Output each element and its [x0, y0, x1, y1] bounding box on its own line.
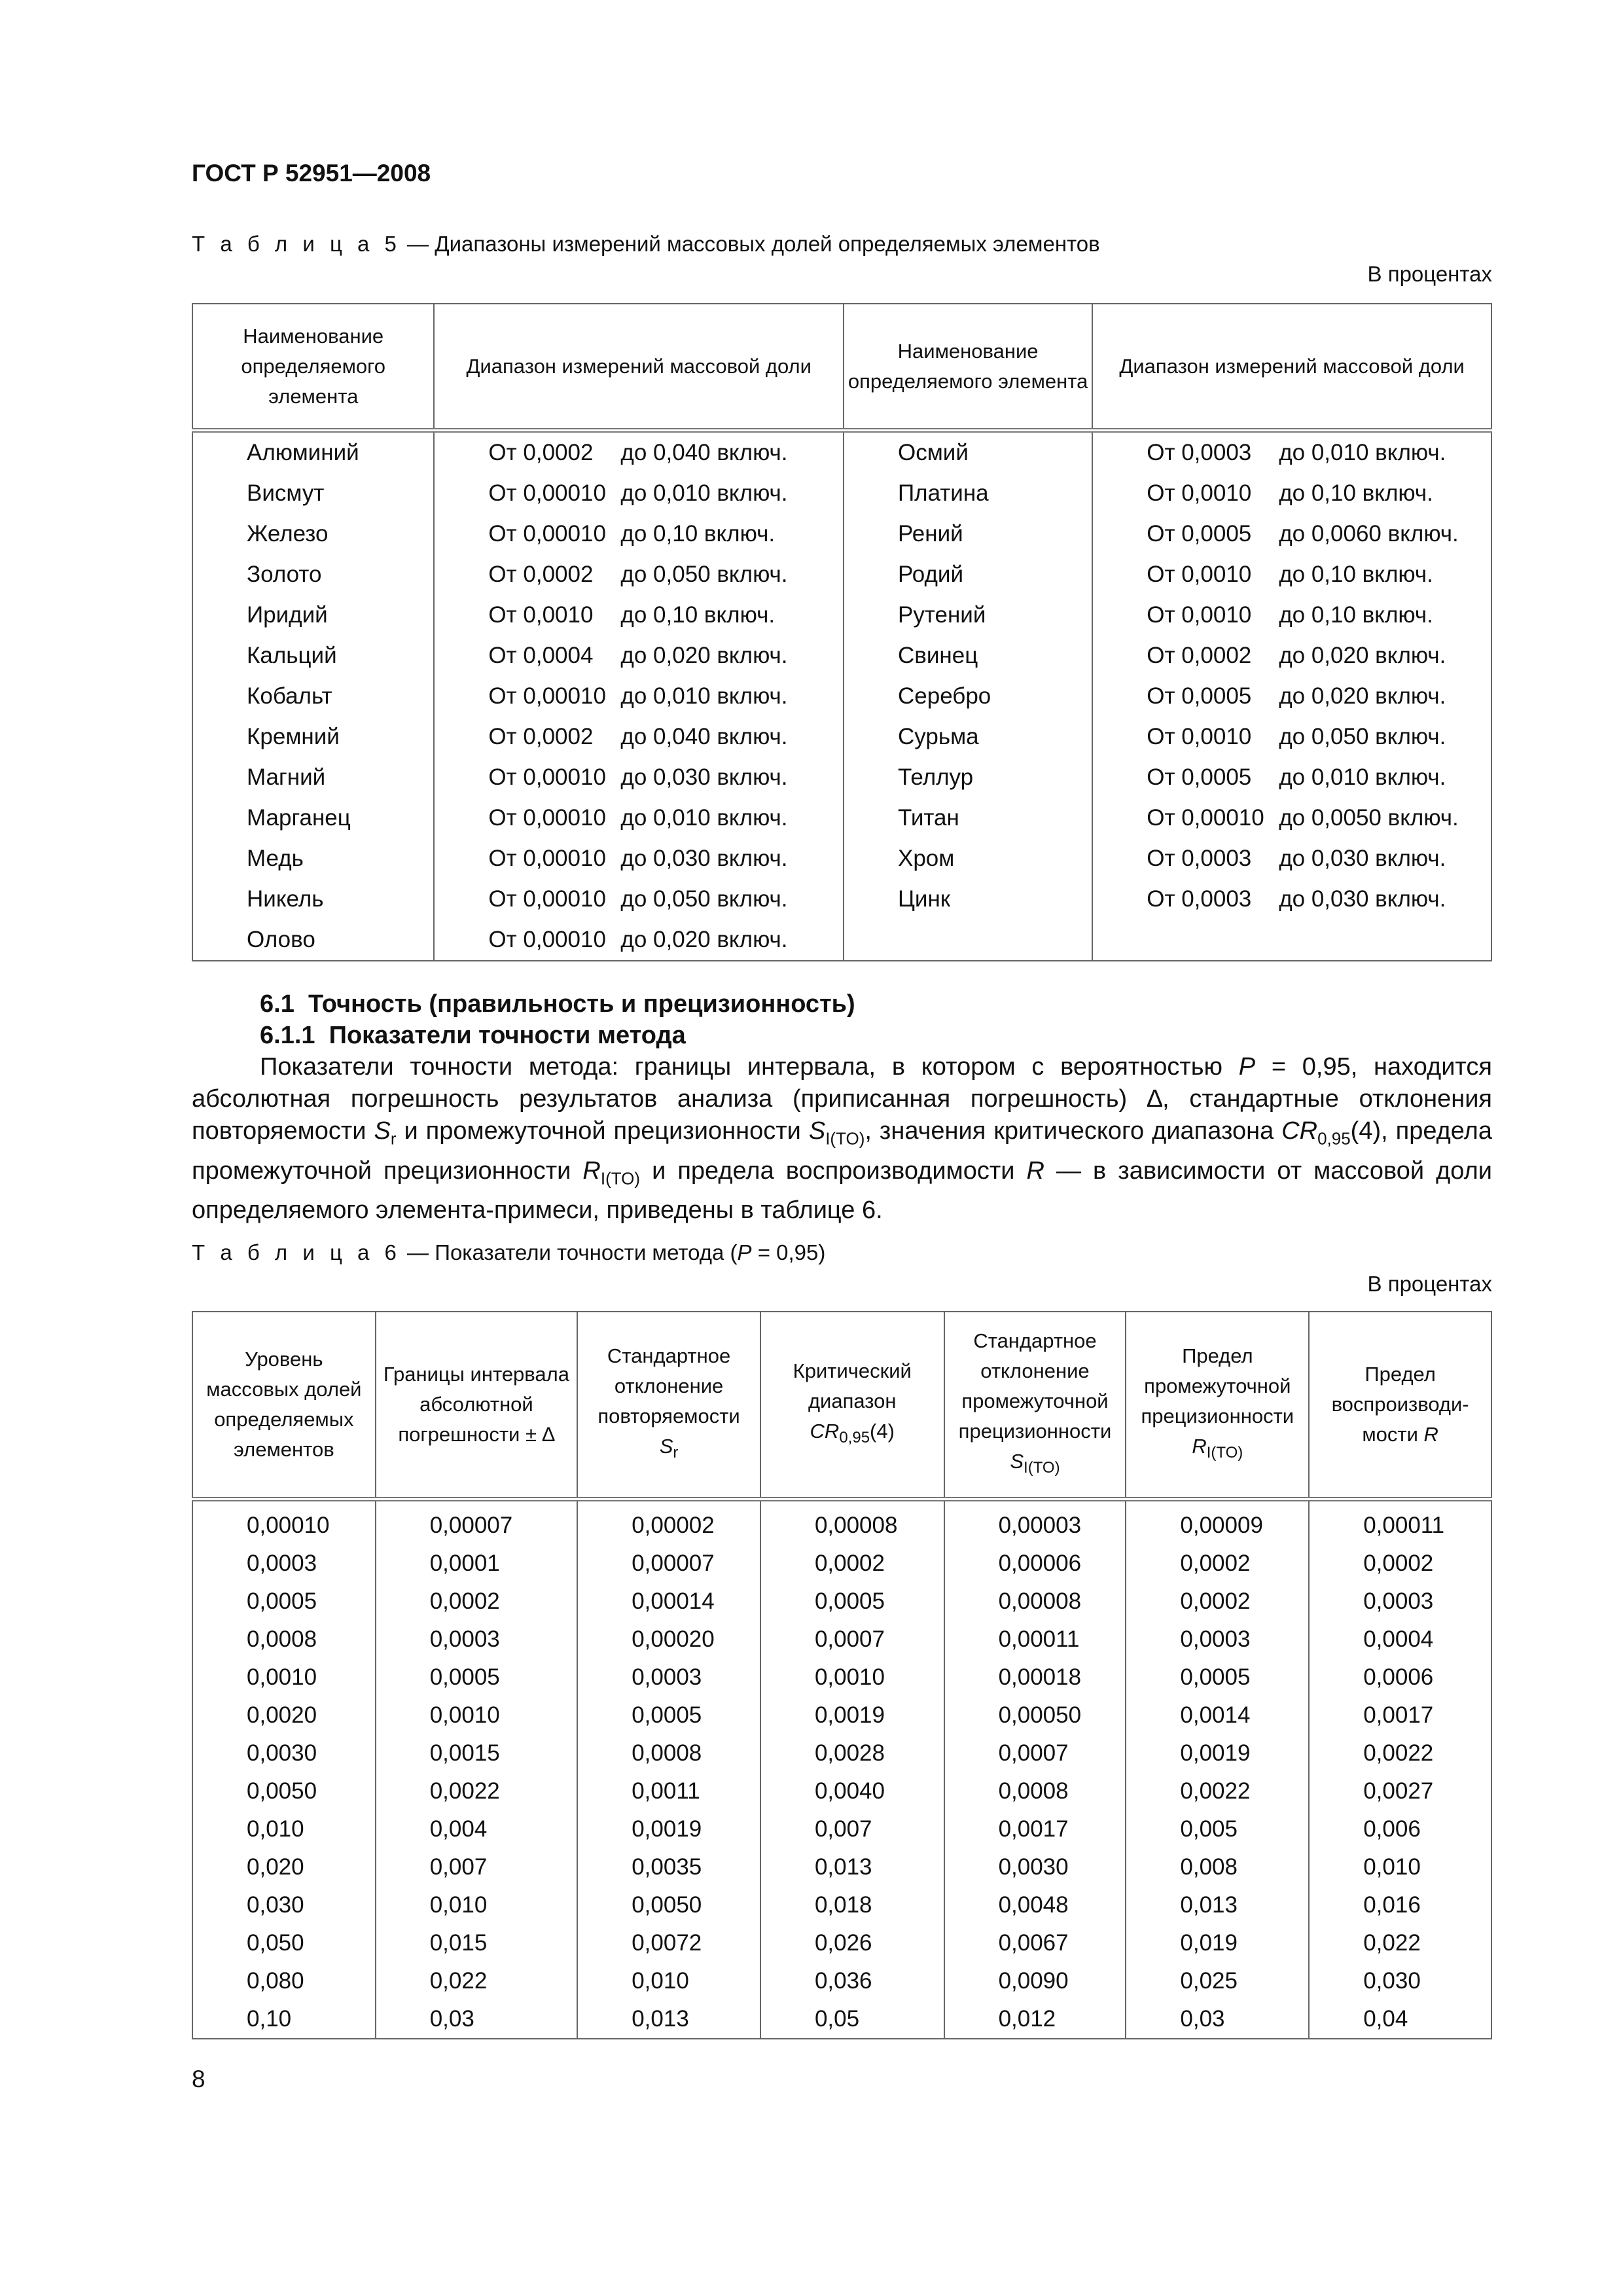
table6-row — [192, 1499, 1491, 1545]
table5-range — [1092, 920, 1491, 961]
table6-cell: 0,0017 — [1309, 1696, 1491, 1734]
table6-cell: 0,0002 — [376, 1583, 577, 1621]
table6-cell: 0,03 — [1126, 2000, 1309, 2039]
table6-cell: 0,0011 — [577, 1772, 760, 1810]
range-from: От 0,00010 — [488, 480, 606, 506]
table6-cell: 0,010 — [1309, 1848, 1491, 1886]
table5-range — [1092, 636, 1491, 676]
range-from: От 0,00010 — [1147, 805, 1264, 831]
table6-cell: 0,00007 — [577, 1545, 760, 1583]
table5-range — [1092, 838, 1491, 879]
table6-cell: 0,007 — [760, 1810, 944, 1848]
table5-caption-text: — Диапазоны измерений массовых долей определяемых элементов — [401, 232, 1100, 256]
range-to: до 0,0050 включ. — [1279, 805, 1459, 831]
table6-cell: 0,080 — [192, 1962, 376, 2000]
table6-cell: 0,022 — [1309, 1924, 1491, 1962]
range-from: От 0,0002 — [1147, 643, 1252, 668]
table6-row — [192, 1810, 1491, 1848]
table6-cell: 0,00006 — [944, 1545, 1126, 1583]
table5-element-name: Медь — [192, 838, 434, 879]
page-number: 8 — [192, 2066, 205, 2092]
table5-range — [1092, 879, 1491, 920]
table6-cell: 0,00020 — [577, 1621, 760, 1659]
table5-row — [192, 473, 1491, 514]
table6-cell: 0,050 — [192, 1924, 376, 1962]
table6-cell: 0,008 — [1126, 1848, 1309, 1886]
table5-element-name: Рутений — [844, 595, 1092, 636]
table5-element-name: Свинец — [844, 636, 1092, 676]
table6-row — [192, 1696, 1491, 1734]
table6-cell: 0,0003 — [1309, 1583, 1491, 1621]
table6-cell: 0,0007 — [760, 1621, 944, 1659]
table5-body — [192, 431, 1491, 961]
table6-cell: 0,030 — [1309, 1962, 1491, 2000]
table6-cell: 0,0067 — [944, 1924, 1126, 1962]
table6-cell: 0,0027 — [1309, 1772, 1491, 1810]
range-to: до 0,020 включ. — [1279, 643, 1446, 668]
table6-row — [192, 1545, 1491, 1583]
table5-range — [434, 676, 844, 717]
table5-range — [434, 473, 844, 514]
range-from: От 0,0005 — [1147, 521, 1252, 547]
table6-cell: 0,0002 — [1126, 1545, 1309, 1583]
table6-cell: 0,022 — [376, 1962, 577, 2000]
table6-cell: 0,019 — [1126, 1924, 1309, 1962]
table5-range — [434, 879, 844, 920]
table6-cell: 0,004 — [376, 1810, 577, 1848]
table6-cell: 0,0020 — [192, 1696, 376, 1734]
table6-cell: 0,0035 — [577, 1848, 760, 1886]
range-from: От 0,00010 — [488, 927, 606, 952]
table6-cell: 0,018 — [760, 1886, 944, 1924]
table5-row — [192, 676, 1491, 717]
table5-range — [434, 636, 844, 676]
table5-element-name: Алюминий — [192, 431, 434, 474]
table6-cell: 0,0090 — [944, 1962, 1126, 2000]
table6-cell: 0,05 — [760, 2000, 944, 2039]
table6-header-r: Предел воспроизводи- мости R — [1309, 1312, 1491, 1499]
range-to: до 0,010 включ. — [1279, 764, 1446, 790]
table5-row — [192, 838, 1491, 879]
table6-cell: 0,0050 — [577, 1886, 760, 1924]
table6-cell: 0,0008 — [577, 1734, 760, 1772]
table6-cell: 0,00011 — [1309, 1499, 1491, 1545]
table5-element-name: Иридий — [192, 595, 434, 636]
table6-cell: 0,0019 — [577, 1810, 760, 1848]
table6-cell: 0,10 — [192, 2000, 376, 2039]
table5-row — [192, 920, 1491, 961]
table6-row — [192, 1734, 1491, 1772]
table6-cell: 0,0017 — [944, 1810, 1126, 1848]
range-to: до 0,040 включ. — [620, 724, 788, 749]
table5-range — [434, 595, 844, 636]
range-from: От 0,00010 — [488, 683, 606, 709]
table6-cell: 0,00010 — [192, 1499, 376, 1545]
table5-range — [434, 431, 844, 474]
table6-cell: 0,03 — [376, 2000, 577, 2039]
table5-row — [192, 514, 1491, 554]
table5-element-name: Теллур — [844, 757, 1092, 798]
range-to: до 0,030 включ. — [1279, 886, 1446, 912]
table5-header-range-right: Диапазон измерений массовой доли — [1092, 304, 1491, 431]
table5-element-name: Кобальт — [192, 676, 434, 717]
table5-range — [434, 514, 844, 554]
section-6-1 — [192, 988, 1492, 1227]
table6-cell: 0,0003 — [376, 1621, 577, 1659]
table5-row — [192, 798, 1491, 838]
table6-header-cr: Критический диапазон $CR_{0,95}(4)$ — [760, 1312, 944, 1499]
table6-cell: 0,0022 — [376, 1772, 577, 1810]
range-from: От 0,0002 — [488, 724, 594, 749]
table6-cell: 0,0006 — [1309, 1659, 1491, 1696]
table5-element-name: Олово — [192, 920, 434, 961]
table6-cell: 0,0008 — [192, 1621, 376, 1659]
table5-range — [1092, 798, 1491, 838]
table6-caption-text-end: = 0,95) — [751, 1240, 826, 1265]
range-to: до 0,10 включ. — [620, 521, 776, 547]
table5-element-name: Кремний — [192, 717, 434, 757]
range-to: до 0,020 включ. — [1279, 683, 1446, 709]
table6-cell: 0,030 — [192, 1886, 376, 1924]
table6-row — [192, 1659, 1491, 1696]
table5-element-name: Хром — [844, 838, 1092, 879]
table6-cell: 0,0030 — [192, 1734, 376, 1772]
table6-cell: 0,00018 — [944, 1659, 1126, 1696]
table6-cell: 0,0005 — [760, 1583, 944, 1621]
table6-cell: 0,0005 — [577, 1696, 760, 1734]
heading-number: 6.1 — [260, 990, 294, 1018]
table5-element-name: Железо — [192, 514, 434, 554]
table5-row — [192, 554, 1491, 595]
range-from: От 0,00010 — [488, 846, 606, 871]
range-to: до 0,010 включ. — [620, 480, 788, 506]
table5-element-name: Висмут — [192, 473, 434, 514]
table6-cell: 0,0050 — [192, 1772, 376, 1810]
section-heading-6-1-1 — [192, 1020, 1492, 1051]
range-from: От 0,00010 — [488, 521, 606, 547]
range-to: до 0,030 включ. — [620, 846, 788, 871]
table5-range — [1092, 514, 1491, 554]
table6-cell: 0,006 — [1309, 1810, 1491, 1848]
range-to: до 0,10 включ. — [620, 602, 776, 628]
table5-units: В процентах — [1367, 262, 1492, 286]
table6-cell: 0,00003 — [944, 1499, 1126, 1545]
table5-range — [1092, 595, 1491, 636]
table5-element-name: Цинк — [844, 879, 1092, 920]
table6-cell: 0,0010 — [760, 1659, 944, 1696]
table6-cell: 0,013 — [760, 1848, 944, 1886]
table5-range — [1092, 676, 1491, 717]
range-to: до 0,050 включ. — [620, 562, 788, 587]
table5-row — [192, 431, 1491, 474]
table5-caption — [192, 232, 1100, 257]
table5-element-name: Никель — [192, 879, 434, 920]
table5-element-name: Титан — [844, 798, 1092, 838]
table5-row — [192, 636, 1491, 676]
table6-header-level: Уровень массовых долей определяемых элементов — [192, 1312, 376, 1499]
table5-header-name-left: Наименование определяемого элемента — [192, 304, 434, 431]
table6-cell: 0,0028 — [760, 1734, 944, 1772]
table6-cell: 0,026 — [760, 1924, 944, 1962]
range-from: От 0,00010 — [488, 764, 606, 790]
table6-cell: 0,00014 — [577, 1583, 760, 1621]
range-from: От 0,0005 — [1147, 764, 1252, 790]
document-id: ГОСТ Р 52951—2008 — [192, 160, 431, 187]
table6-row — [192, 2000, 1491, 2039]
heading-text: Точность (правильность и прецизионность) — [308, 990, 855, 1018]
table6-cell: 0,0022 — [1126, 1772, 1309, 1810]
table6-header-delta: Границы интервала абсолютной погрешности ± ∆ — [376, 1312, 577, 1499]
table6-cell: 0,0072 — [577, 1924, 760, 1962]
table6-cell: 0,0004 — [1309, 1621, 1491, 1659]
table6-cell: 0,012 — [944, 2000, 1126, 2039]
table6-cell: 0,0040 — [760, 1772, 944, 1810]
range-from: От 0,0010 — [1147, 480, 1252, 506]
table5-element-name: Кальций — [192, 636, 434, 676]
table5-element-name: Магний — [192, 757, 434, 798]
range-from: От 0,0004 — [488, 643, 594, 668]
table5-range — [434, 920, 844, 961]
table5-range — [1092, 473, 1491, 514]
table6-row — [192, 1621, 1491, 1659]
table5-row — [192, 717, 1491, 757]
table6-cell: 0,0005 — [1126, 1659, 1309, 1696]
table6-cell: 0,0019 — [760, 1696, 944, 1734]
range-to: до 0,10 включ. — [1279, 602, 1433, 628]
table6-header-rito: Предел промежуточной прецизионности $R_{I(TO)}$ — [1126, 1312, 1309, 1499]
table6-cell: 0,00009 — [1126, 1499, 1309, 1545]
table6-caption-label: Т а б л и ц а 6 — [192, 1240, 401, 1265]
table6-caption — [192, 1240, 825, 1265]
heading-text: Показатели точности метода — [329, 1022, 686, 1049]
table6-cell: 0,0014 — [1126, 1696, 1309, 1734]
table6-cell: 0,00002 — [577, 1499, 760, 1545]
table6-cell: 0,0007 — [944, 1734, 1126, 1772]
table6-cell: 0,036 — [760, 1962, 944, 2000]
table6-cell: 0,0001 — [376, 1545, 577, 1583]
table6-cell: 0,0019 — [1126, 1734, 1309, 1772]
range-to: до 0,050 включ. — [1279, 724, 1446, 749]
table5-header-range-left: Диапазон измерений массовой доли — [434, 304, 844, 431]
table6-cell: 0,00008 — [944, 1583, 1126, 1621]
table6-cell: 0,0003 — [1126, 1621, 1309, 1659]
table5-element-name: Рений — [844, 514, 1092, 554]
table5-element-name: Сурьма — [844, 717, 1092, 757]
range-from: От 0,0002 — [488, 562, 594, 587]
table5-range — [1092, 757, 1491, 798]
range-from: От 0,0003 — [1147, 440, 1252, 465]
table5-element-name: Платина — [844, 473, 1092, 514]
table6-cell: 0,0010 — [376, 1696, 577, 1734]
range-to: до 0,030 включ. — [1279, 846, 1446, 871]
range-to: до 0,020 включ. — [620, 927, 788, 952]
table6-cell: 0,00011 — [944, 1621, 1126, 1659]
table6-cell: 0,0003 — [577, 1659, 760, 1696]
table6-caption-symbol: P — [737, 1240, 752, 1265]
table6-cell: 0,010 — [577, 1962, 760, 2000]
table5-element-name: Родий — [844, 554, 1092, 595]
range-from: От 0,0005 — [1147, 683, 1252, 709]
table6-cell: 0,0005 — [192, 1583, 376, 1621]
range-to: до 0,040 включ. — [620, 440, 788, 465]
range-to: до 0,030 включ. — [620, 764, 788, 790]
table6-cell: 0,0002 — [1309, 1545, 1491, 1583]
range-from: От 0,00010 — [488, 805, 606, 831]
range-from: От 0,0003 — [1147, 846, 1252, 871]
table5-element-name: Марганец — [192, 798, 434, 838]
table6-cell: 0,005 — [1126, 1810, 1309, 1848]
range-to: до 0,050 включ. — [620, 886, 788, 912]
table6-cell: 0,0008 — [944, 1772, 1126, 1810]
table6-caption-text: — Показатели точности метода ( — [401, 1240, 738, 1265]
table5-range — [1092, 717, 1491, 757]
table6-cell: 0,015 — [376, 1924, 577, 1962]
table6-cell: 0,04 — [1309, 2000, 1491, 2039]
table5-range — [434, 757, 844, 798]
table6-cell: 0,013 — [577, 2000, 760, 2039]
range-to: до 0,10 включ. — [1279, 480, 1433, 506]
range-to: до 0,010 включ. — [620, 683, 788, 709]
table6-cell: 0,0048 — [944, 1886, 1126, 1924]
range-from: От 0,0003 — [1147, 886, 1252, 912]
range-from: От 0,0002 — [488, 440, 594, 465]
range-to: до 0,020 включ. — [620, 643, 788, 668]
table6-cell: 0,016 — [1309, 1886, 1491, 1924]
table6-header-sr: Стандартное отклонение повторяемости $S_r$ — [577, 1312, 760, 1499]
table6-cell: 0,0015 — [376, 1734, 577, 1772]
range-from: От 0,00010 — [488, 886, 606, 912]
range-to: до 0,0060 включ. — [1279, 521, 1459, 547]
table6-cell: 0,010 — [192, 1810, 376, 1848]
table6-cell: 0,0002 — [760, 1545, 944, 1583]
table5-caption-label: Т а б л и ц а 5 — [192, 232, 401, 256]
table6-cell: 0,00008 — [760, 1499, 944, 1545]
range-from: От 0,0010 — [488, 602, 594, 628]
table6-body — [192, 1499, 1491, 2039]
table6-cell: 0,013 — [1126, 1886, 1309, 1924]
range-from: От 0,0010 — [1147, 724, 1252, 749]
table5-element-name: Золото — [192, 554, 434, 595]
table5-range — [434, 554, 844, 595]
range-to: до 0,010 включ. — [1279, 440, 1446, 465]
table6-row — [192, 1772, 1491, 1810]
table5-row — [192, 757, 1491, 798]
table6-cell: 0,007 — [376, 1848, 577, 1886]
range-to: до 0,10 включ. — [1279, 562, 1433, 587]
table6-row — [192, 1848, 1491, 1886]
table6-row — [192, 1583, 1491, 1621]
table6-cell: 0,010 — [376, 1886, 577, 1924]
table6-header-sito: Стандартное отклонение промежуточной прецизионности $S_{I(TO)}$ — [944, 1312, 1126, 1499]
table5-element-name: Осмий — [844, 431, 1092, 474]
table5-range — [1092, 431, 1491, 474]
table5-row — [192, 879, 1491, 920]
table5 — [192, 303, 1492, 961]
table5-range — [434, 838, 844, 879]
section-paragraph: Показатели точности метода: границы интервала, в котором с вероятностью P = 0,95, находится абсолютная погрешность результатов анализа (приписанная погрешность) ∆, стандартные отклонения повторяемости $S_r$ и промежуточной прецизионности $S_{I(TO)}$, значения критического диапазона $CR_{0,95}(4)$, предела промежуточной прецизионности $R_{I(TO)}$ и предела воспроизводимости R — в зависимости от массовой доли определяемого элемента-примеси, приведены в таблице 6. — [192, 1053, 1492, 1225]
table6-cell: 0,0022 — [1309, 1734, 1491, 1772]
table5-element-name — [844, 920, 1092, 961]
table6 — [192, 1311, 1492, 2039]
table6-cell: 0,0010 — [192, 1659, 376, 1696]
section-heading-6-1 — [192, 988, 1492, 1020]
table5-range — [434, 798, 844, 838]
table6-cell: 0,00007 — [376, 1499, 577, 1545]
range-from: От 0,0010 — [1147, 602, 1252, 628]
table5-range — [434, 717, 844, 757]
table6-cell: 0,0002 — [1126, 1583, 1309, 1621]
table5-row — [192, 595, 1491, 636]
table6-cell: 0,0003 — [192, 1545, 376, 1583]
table5-header-name-right: Наименование определяемого элемента — [844, 304, 1092, 431]
table6-cell: 0,00050 — [944, 1696, 1126, 1734]
table6-row — [192, 1962, 1491, 2000]
range-to: до 0,010 включ. — [620, 805, 788, 831]
table6-units: В процентах — [1367, 1272, 1492, 1296]
range-from: От 0,0010 — [1147, 562, 1252, 587]
table6-cell: 0,0005 — [376, 1659, 577, 1696]
table6-cell: 0,025 — [1126, 1962, 1309, 2000]
table6-row — [192, 1924, 1491, 1962]
table6-cell: 0,0030 — [944, 1848, 1126, 1886]
table5-element-name: Серебро — [844, 676, 1092, 717]
table6-row — [192, 1886, 1491, 1924]
table5-range — [1092, 554, 1491, 595]
heading-number: 6.1.1 — [260, 1022, 315, 1049]
table6-cell: 0,020 — [192, 1848, 376, 1886]
